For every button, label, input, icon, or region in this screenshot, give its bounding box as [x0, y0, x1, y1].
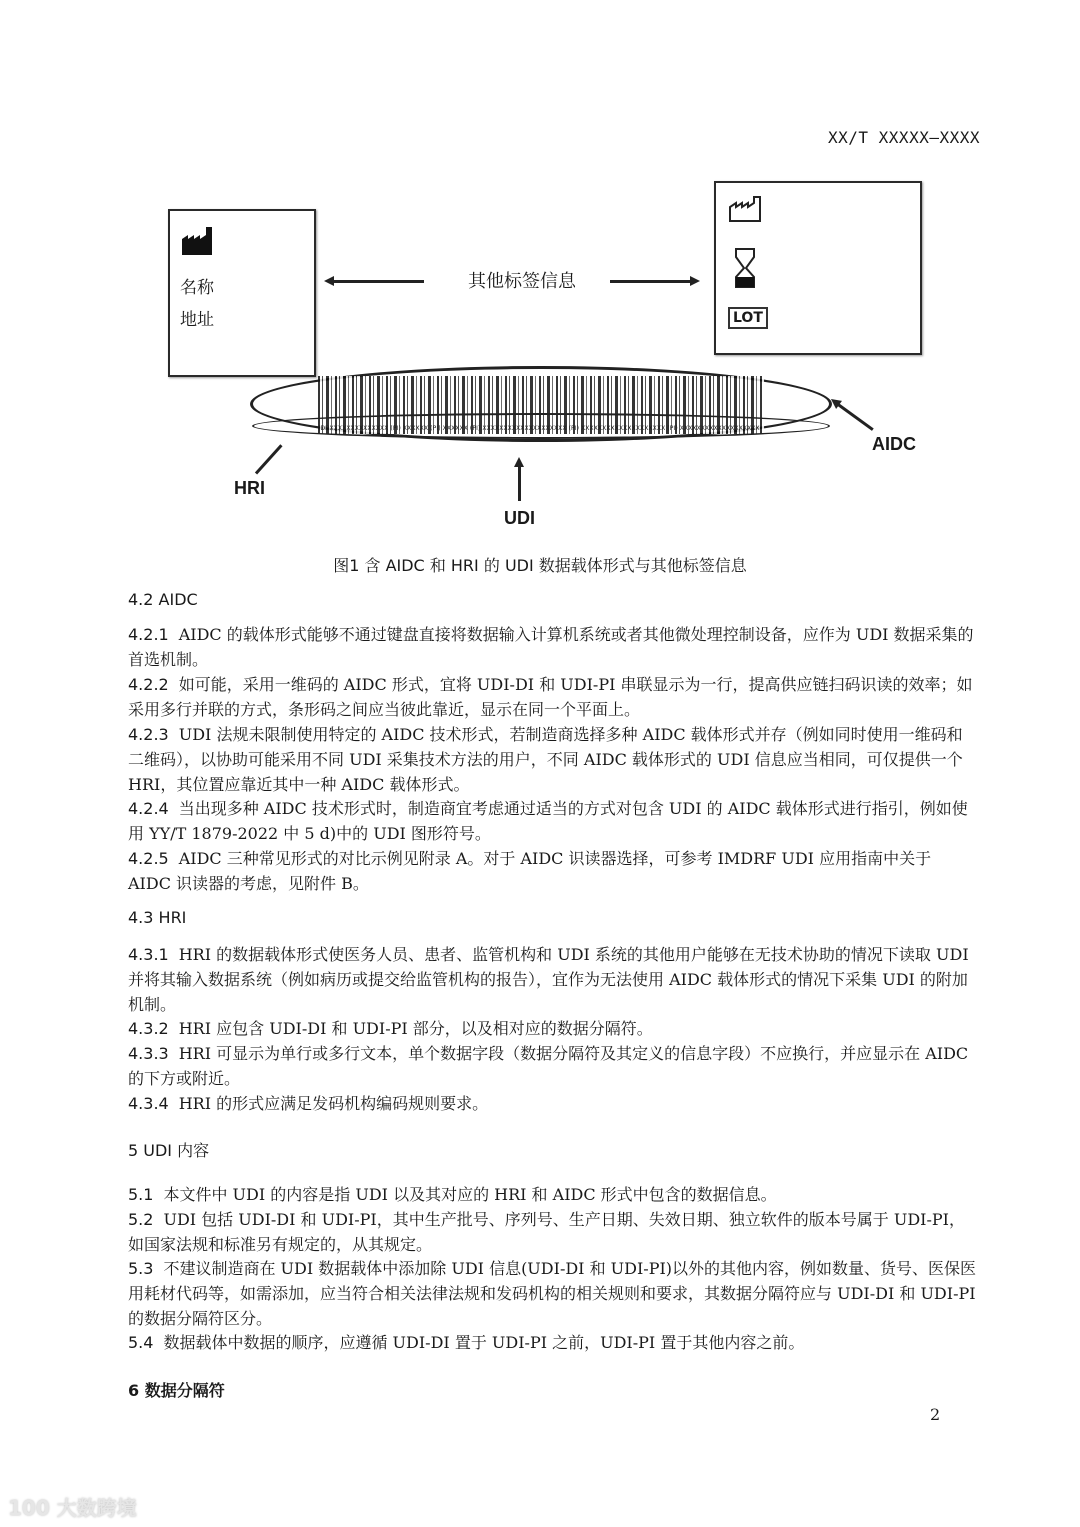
manufacturer-icon [180, 225, 216, 257]
clause-5-2: 5.2 UDI 包括 UDI-DI 和 UDI-PI，其中生产批号、序列号、生产日期、失效日期、独立软件的版本号属于 UDI-PI，如国家法规和标准另有规定的，从其规定。 [128, 1210, 965, 1254]
hri-arrow [255, 444, 283, 474]
left-arrowhead-icon [324, 276, 334, 286]
figure-udi-carrier [160, 170, 960, 540]
clause-4-2-2: 4.2.2 如可能，采用一维码的 AIDC 形式，宜将 UDI-DI 和 UDI-PI 串联显示为一行，提高供应链扫码识读的效率；如采用多行并联的方式，条形码之间应当彼此靠近，显示在同一个平面上。 [128, 675, 973, 719]
clause-5-3: 5.3 不建议制造商在 UDI 数据载体中添加除 UDI 信息(UDI-DI 和 UDI-PI)以外的其他内容，例如数量、货号、医保医用耗材代码等，如需添加，应当符合相关法律法规和发码机构的相关规则和要求，其数据分隔符应与 UDI-DI 和 UDI-PI 的数据分隔符区分。 [128, 1259, 977, 1328]
section-heading-4-2: 4.2 AIDC [128, 590, 198, 609]
hri-string: (DI)XXXXXXXXXXXXXX (PI) XXXXXX (PI) XXXXXX (PI) XXXXXXXXXXXXXXXXXXXX (PI) XXXXXXXXXXXXXXXXXXXX (PI) XXXXXXXXXXXXXXXXXXX [318, 425, 760, 432]
clause-4-2-4: 4.2.4 当出现多种 AIDC 技术形式时，制造商宜考虑通过适当的方式对包含 UDI 的 AIDC 载体形式进行指引，例如使用 YY/T 1879-2022 中 5 d)中的 UDI 图形符号。 [128, 799, 968, 843]
clause-4-2-1: 4.2.1 AIDC 的载体形式能够不通过键盘直接将数据输入计算机系统或者其他微处理控制设备，应作为 UDI 数据采集的首选机制。 [128, 625, 974, 669]
other-label-info: 其他标签信息 [468, 271, 576, 292]
hri-callout: HRI [234, 478, 265, 498]
watermark-logo: 100 大数跨境 [8, 1496, 137, 1520]
left-arrow-line [332, 280, 424, 283]
udi-callout: UDI [504, 508, 535, 528]
lot-icon [728, 307, 768, 329]
section-heading-5: 5 UDI 内容 [128, 1141, 210, 1160]
aidc-callout: AIDC [872, 434, 916, 454]
lot-label: LOT [733, 310, 763, 326]
clause-4-3-2: 4.3.2 HRI 应包含 UDI-DI 和 UDI-PI 部分，以及相对应的数据分隔符。 [128, 1019, 653, 1038]
manufacturer-info-box [168, 209, 316, 377]
expiry-hourglass-icon [734, 247, 756, 289]
udi-arrowhead-icon [514, 457, 524, 467]
address-label: 地址 [180, 310, 214, 330]
figure-caption: 图1 含 AIDC 和 HRI 的 UDI 数据载体形式与其他标签信息 [333, 556, 747, 575]
page-number: 2 [930, 1405, 941, 1424]
clause-4-2-5: 4.2.5 AIDC 三种常见形式的对比示例见附录 A。对于 AIDC 识读器选择，可参考 IMDRF UDI 应用指南中关于 AIDC 识读器的考虑，见附件 B。 [128, 849, 932, 893]
clause-4-3-4: 4.3.4 HRI 的形式应满足发码机构编码规则要求。 [128, 1094, 489, 1113]
date-of-manufacture-icon [728, 195, 766, 223]
udi-arrow [518, 465, 521, 501]
section-heading-4-3: 4.3 HRI [128, 908, 187, 927]
right-arrow-line [610, 280, 690, 283]
name-label: 名称 [180, 278, 214, 298]
clause-4-3-1: 4.3.1 HRI 的数据载体形式使医务人员、患者、监管机构和 UDI 系统的其他用户能够在无技术协助的情况下读取 UDI 并将其输入数据系统（例如病历或提交给监管机构的报告），宜作为无法使用 AIDC 载体形式的情况下采集 UDI 的附加机制。 [128, 945, 969, 1014]
aidc-arrow [833, 400, 874, 431]
right-arrowhead-icon [690, 276, 700, 286]
section-heading-6: 6 数据分隔符 [128, 1381, 225, 1400]
clause-4-3-3: 4.3.3 HRI 可显示为单行或多行文本，单个数据字段（数据分隔符及其定义的信息字段）不应换行，并应显示在 AIDC 的下方或附近。 [128, 1044, 969, 1088]
clause-5-1: 5.1 本文件中 UDI 的内容是指 UDI 以及其对应的 HRI 和 AIDC 形式中包含的数据信息。 [128, 1185, 777, 1204]
clause-5-4: 5.4 数据载体中数据的顺序，应遵循 UDI-DI 置于 UDI-PI 之前，UDI-PI 置于其他内容之前。 [128, 1333, 805, 1352]
clause-4-2-3: 4.2.3 UDI 法规未限制使用特定的 AIDC 技术形式，若制造商选择多种 AIDC 载体形式并存（例如同时使用一维码和二维码），以协助可能采用不同 UDI 采集技术方法的用户，不同 AIDC 载体形式的 UDI 信息应当相同，可仅提供一个 HRI，其位置应靠近其中一种 AIDC 载体形式。 [128, 725, 963, 794]
standard-number: XX/T XXXXX—XXXX [828, 128, 980, 147]
symbols-box [714, 181, 922, 355]
